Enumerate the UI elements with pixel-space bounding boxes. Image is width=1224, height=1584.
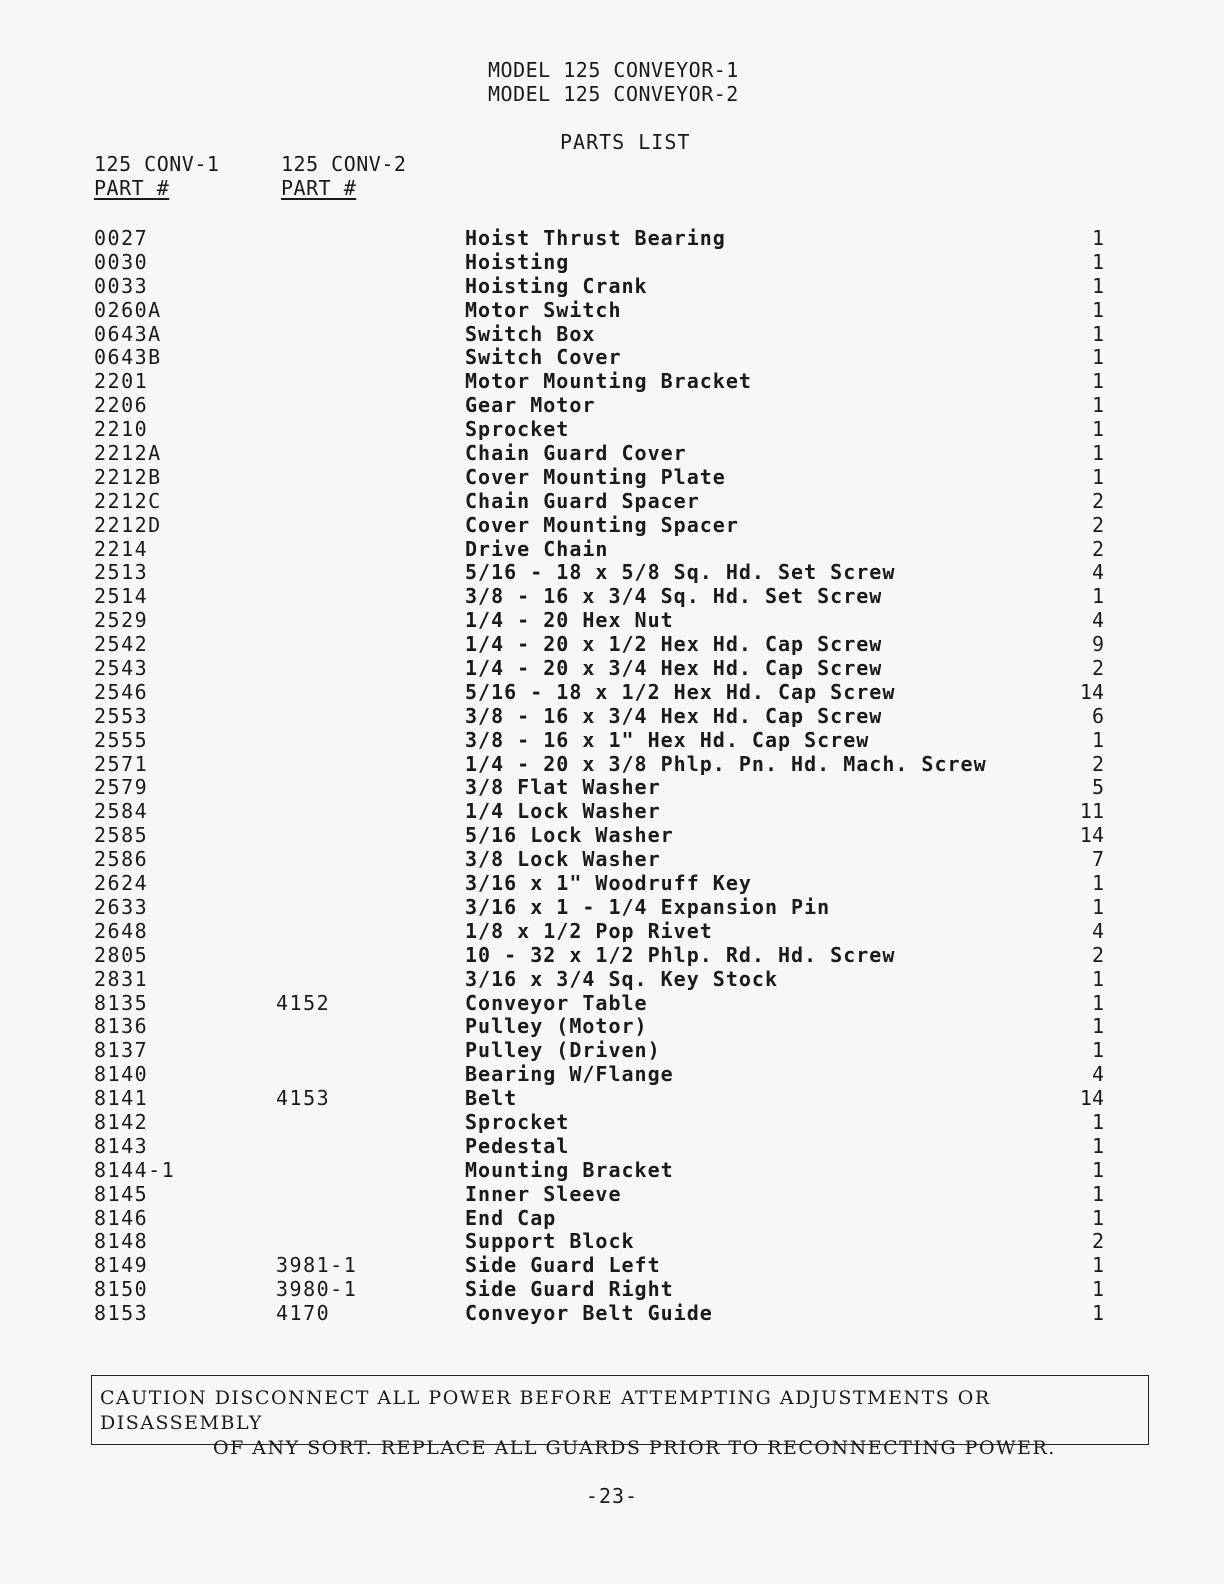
part-quantity: 1 [1091,321,1104,346]
part-quantity: 9 [1091,632,1104,657]
part-quantity: 5 [1091,775,1104,800]
part-quantity: 1 [1091,273,1104,298]
part-number-conv-2: 4152 [276,990,331,1015]
table-row [0,991,1224,1015]
part-number-conv-2: 3980-1 [276,1277,358,1302]
caution-line-1: CAUTION DISCONNECT ALL POWER BEFORE ATTEMPTING ADJUSTMENTS OR DISASSEMBLY [100,1387,991,1434]
part-quantity: 1 [1091,1181,1104,1206]
table-row [0,1038,1224,1062]
column-header-conv-2-label: 125 CONV-2 [281,152,407,176]
page-number: -23- [585,1484,639,1508]
part-description: Support Block [465,1229,635,1254]
table-row [0,1301,1224,1325]
table-row [0,728,1224,752]
part-description: Cover Mounting Spacer [465,512,739,537]
part-description: Switch Box [465,321,596,346]
part-description: Gear Motor [465,393,596,418]
part-quantity: 1 [1091,249,1104,274]
part-number-conv-1: 2201 [94,369,149,394]
part-description: Pulley (Motor) [465,1014,648,1039]
part-number-conv-1: 8142 [94,1109,149,1134]
part-number-conv-1: 8148 [94,1229,149,1254]
part-description: 5/16 - 18 x 5/8 Sq. Hd. Set Screw [465,560,896,585]
table-row [0,250,1224,274]
part-description: 5/16 Lock Washer [465,823,674,848]
part-description: 3/8 Lock Washer [465,847,661,872]
part-description: Hoisting Crank [465,273,648,298]
part-description: 3/16 x 1 - 1/4 Expansion Pin [465,894,831,919]
part-number-conv-1: 0027 [94,226,149,250]
part-number-conv-1: 2514 [94,584,149,609]
part-number-conv-1: 2571 [94,751,149,776]
part-description: 1/4 Lock Washer [465,799,661,824]
part-quantity: 4 [1091,1062,1104,1087]
part-quantity: 1 [1091,1253,1104,1278]
table-row [0,967,1224,991]
part-number-conv-1: 2579 [94,775,149,800]
table-row [0,465,1224,489]
part-description: Sprocket [465,417,570,442]
part-quantity: 1 [1091,226,1104,250]
part-quantity: 1 [1091,464,1104,489]
part-quantity: 1 [1091,1038,1104,1063]
table-row [0,441,1224,465]
part-quantity: 1 [1091,1301,1104,1326]
part-description: 3/8 Flat Washer [465,775,661,800]
part-description: Pedestal [465,1133,570,1158]
part-number-conv-1: 2529 [94,608,149,633]
part-description: Inner Sleeve [465,1181,622,1206]
part-quantity: 1 [1091,1277,1104,1302]
part-quantity: 1 [1091,990,1104,1015]
table-row [0,298,1224,322]
part-quantity: 2 [1091,656,1104,681]
table-row [0,513,1224,537]
table-row [0,1253,1224,1277]
part-description: Side Guard Left [465,1253,661,1278]
part-number-conv-1: 0643A [94,321,162,346]
caution-box [91,1375,1149,1459]
table-row [0,608,1224,632]
parts-list-heading: PARTS LIST [560,130,691,154]
column-header-conv-2 [281,152,406,200]
part-quantity: 1 [1091,369,1104,394]
part-number-conv-1: 8146 [94,1205,149,1230]
table-row [0,369,1224,393]
part-quantity: 1 [1091,894,1104,919]
part-description: 3/16 x 3/4 Sq. Key Stock [465,966,778,991]
part-quantity: 2 [1091,536,1104,561]
part-quantity: 7 [1091,847,1104,872]
part-quantity: 11 [1079,799,1104,824]
part-number-conv-1: 8140 [94,1062,149,1087]
part-description: Drive Chain [465,536,609,561]
part-number-conv-1: 2212A [94,441,162,466]
table-row [0,537,1224,561]
part-quantity: 14 [1079,1086,1104,1111]
table-row [0,1277,1224,1301]
part-description: Belt [465,1086,518,1111]
part-description: Hoisting [465,249,570,274]
part-description: Switch Cover [465,345,622,370]
part-description: 1/4 - 20 x 3/4 Hex Hd. Cap Screw [465,656,883,681]
part-quantity: 14 [1079,679,1104,704]
part-description: Chain Guard Cover [465,441,687,466]
part-description: Conveyor Table [465,990,648,1015]
part-number-conv-1: 2648 [94,918,149,943]
part-number-conv-1: 8136 [94,1014,149,1039]
part-number-conv-1: 2210 [94,417,149,442]
table-row [0,871,1224,895]
part-description: Motor Switch [465,297,622,322]
part-number-conv-1: 8149 [94,1253,149,1278]
part-description: Motor Mounting Bracket [465,369,752,394]
part-quantity: 2 [1091,512,1104,537]
part-quantity: 4 [1091,608,1104,633]
part-number-conv-1: 0033 [94,273,149,298]
table-row [0,656,1224,680]
part-number-conv-1: 2584 [94,799,149,824]
part-number-conv-1: 2553 [94,703,149,728]
part-number-conv-2: 4170 [276,1301,331,1326]
table-row [0,489,1224,513]
part-description: Bearing W/Flange [465,1062,674,1087]
table-row [0,919,1224,943]
part-number-conv-1: 8150 [94,1277,149,1302]
part-quantity: 2 [1091,942,1104,967]
table-row [0,322,1224,346]
document-title [488,58,739,106]
part-number-conv-1: 2543 [94,656,149,681]
part-number-conv-1: 2212B [94,464,162,489]
part-quantity: 1 [1091,966,1104,991]
part-number-conv-1: 8153 [94,1301,149,1326]
part-description: 1/8 x 1/2 Pop Rivet [465,918,713,943]
part-description: 10 - 32 x 1/2 Phlp. Rd. Hd. Screw [465,942,896,967]
part-number-conv-1: 8135 [94,990,149,1015]
title-model-2: MODEL 125 CONVEYOR-2 [488,82,739,106]
part-description: 5/16 - 18 x 1/2 Hex Hd. Cap Screw [465,679,896,704]
part-quantity: 1 [1091,727,1104,752]
part-number-conv-1: 2555 [94,727,149,752]
table-row [0,1110,1224,1134]
table-row [0,943,1224,967]
column-header-conv-1 [94,152,219,200]
part-quantity: 1 [1091,345,1104,370]
part-description: 1/4 - 20 x 3/8 Phlp. Pn. Hd. Mach. Screw [465,751,987,776]
part-quantity: 1 [1091,297,1104,322]
table-row [0,1158,1224,1182]
part-number-conv-1: 2214 [94,536,149,561]
part-number-conv-1: 8144-1 [94,1157,176,1182]
part-number-conv-1: 2586 [94,847,149,872]
table-row [0,1134,1224,1158]
part-quantity: 2 [1091,751,1104,776]
table-row [0,847,1224,871]
part-quantity: 1 [1091,1014,1104,1039]
part-quantity: 1 [1091,393,1104,418]
part-number-conv-2: 4153 [276,1086,331,1111]
part-number-conv-1: 8137 [94,1038,149,1063]
part-quantity: 1 [1091,584,1104,609]
part-number-conv-1: 2206 [94,393,149,418]
parts-table [0,226,1224,1325]
part-description: 3/16 x 1" Woodruff Key [465,871,752,896]
part-quantity: 1 [1091,1109,1104,1134]
part-quantity: 1 [1091,417,1104,442]
column-header-conv-1-label: 125 CONV-1 [94,152,220,176]
part-quantity: 1 [1091,1157,1104,1182]
part-quantity: 4 [1091,560,1104,585]
part-description: Side Guard Right [465,1277,674,1302]
table-row [0,1014,1224,1038]
part-description: Hoist Thrust Bearing [465,226,726,250]
part-number-conv-1: 2585 [94,823,149,848]
table-row [0,1062,1224,1086]
part-number-conv-1: 2633 [94,894,149,919]
table-row [0,274,1224,298]
table-row [0,345,1224,369]
table-row [0,799,1224,823]
table-row [0,704,1224,728]
part-number-conv-1: 2805 [94,942,149,967]
part-quantity: 1 [1091,871,1104,896]
part-number-conv-1: 8141 [94,1086,149,1111]
part-number-conv-1: 2831 [94,966,149,991]
part-number-conv-1: 2542 [94,632,149,657]
table-row [0,680,1224,704]
table-row [0,1206,1224,1230]
part-quantity: 6 [1091,703,1104,728]
part-description: Conveyor Belt Guide [465,1301,713,1326]
table-row [0,895,1224,919]
caution-line-2: OF ANY SORT. REPLACE ALL GUARDS PRIOR TO RECONNECTING POWER. [213,1437,1056,1459]
table-row [0,775,1224,799]
column-header-conv-2-part: PART # [281,176,357,200]
table-row [0,560,1224,584]
part-description: Cover Mounting Plate [465,464,726,489]
part-number-conv-1: 2624 [94,871,149,896]
table-row [0,584,1224,608]
table-row [0,1086,1224,1110]
part-quantity: 2 [1091,1229,1104,1254]
part-description: Pulley (Driven) [465,1038,661,1063]
table-row [0,632,1224,656]
part-number-conv-1: 2513 [94,560,149,585]
table-row [0,417,1224,441]
table-row [0,823,1224,847]
part-quantity: 2 [1091,488,1104,513]
part-quantity: 1 [1091,441,1104,466]
title-model-1: MODEL 125 CONVEYOR-1 [488,58,739,82]
part-number-conv-1: 2212C [94,488,162,513]
column-header-conv-1-part: PART # [94,176,170,200]
part-number-conv-1: 0643B [94,345,162,370]
part-description: Mounting Bracket [465,1157,674,1182]
part-description: 3/8 - 16 x 3/4 Sq. Hd. Set Screw [465,584,883,609]
part-number-conv-1: 8145 [94,1181,149,1206]
table-row [0,1229,1224,1253]
part-quantity: 1 [1091,1205,1104,1230]
part-number-conv-1: 2546 [94,679,149,704]
part-number-conv-1: 0260A [94,297,162,322]
table-row [0,393,1224,417]
part-description: 3/8 - 16 x 1" Hex Hd. Cap Screw [465,727,870,752]
part-number-conv-1: 2212D [94,512,162,537]
table-row [0,226,1224,250]
part-number-conv-1: 0030 [94,249,149,274]
part-description: 3/8 - 16 x 3/4 Hex Hd. Cap Screw [465,703,883,728]
table-row [0,752,1224,776]
part-description: End Cap [465,1205,557,1230]
part-description: 1/4 - 20 x 1/2 Hex Hd. Cap Screw [465,632,883,657]
part-description: Chain Guard Spacer [465,488,700,513]
part-description: 1/4 - 20 Hex Nut [465,608,674,633]
part-number-conv-2: 3981-1 [276,1253,358,1278]
part-quantity: 14 [1079,823,1104,848]
part-quantity: 1 [1091,1133,1104,1158]
part-number-conv-1: 8143 [94,1133,149,1158]
table-row [0,1182,1224,1206]
part-quantity: 4 [1091,918,1104,943]
part-description: Sprocket [465,1109,570,1134]
